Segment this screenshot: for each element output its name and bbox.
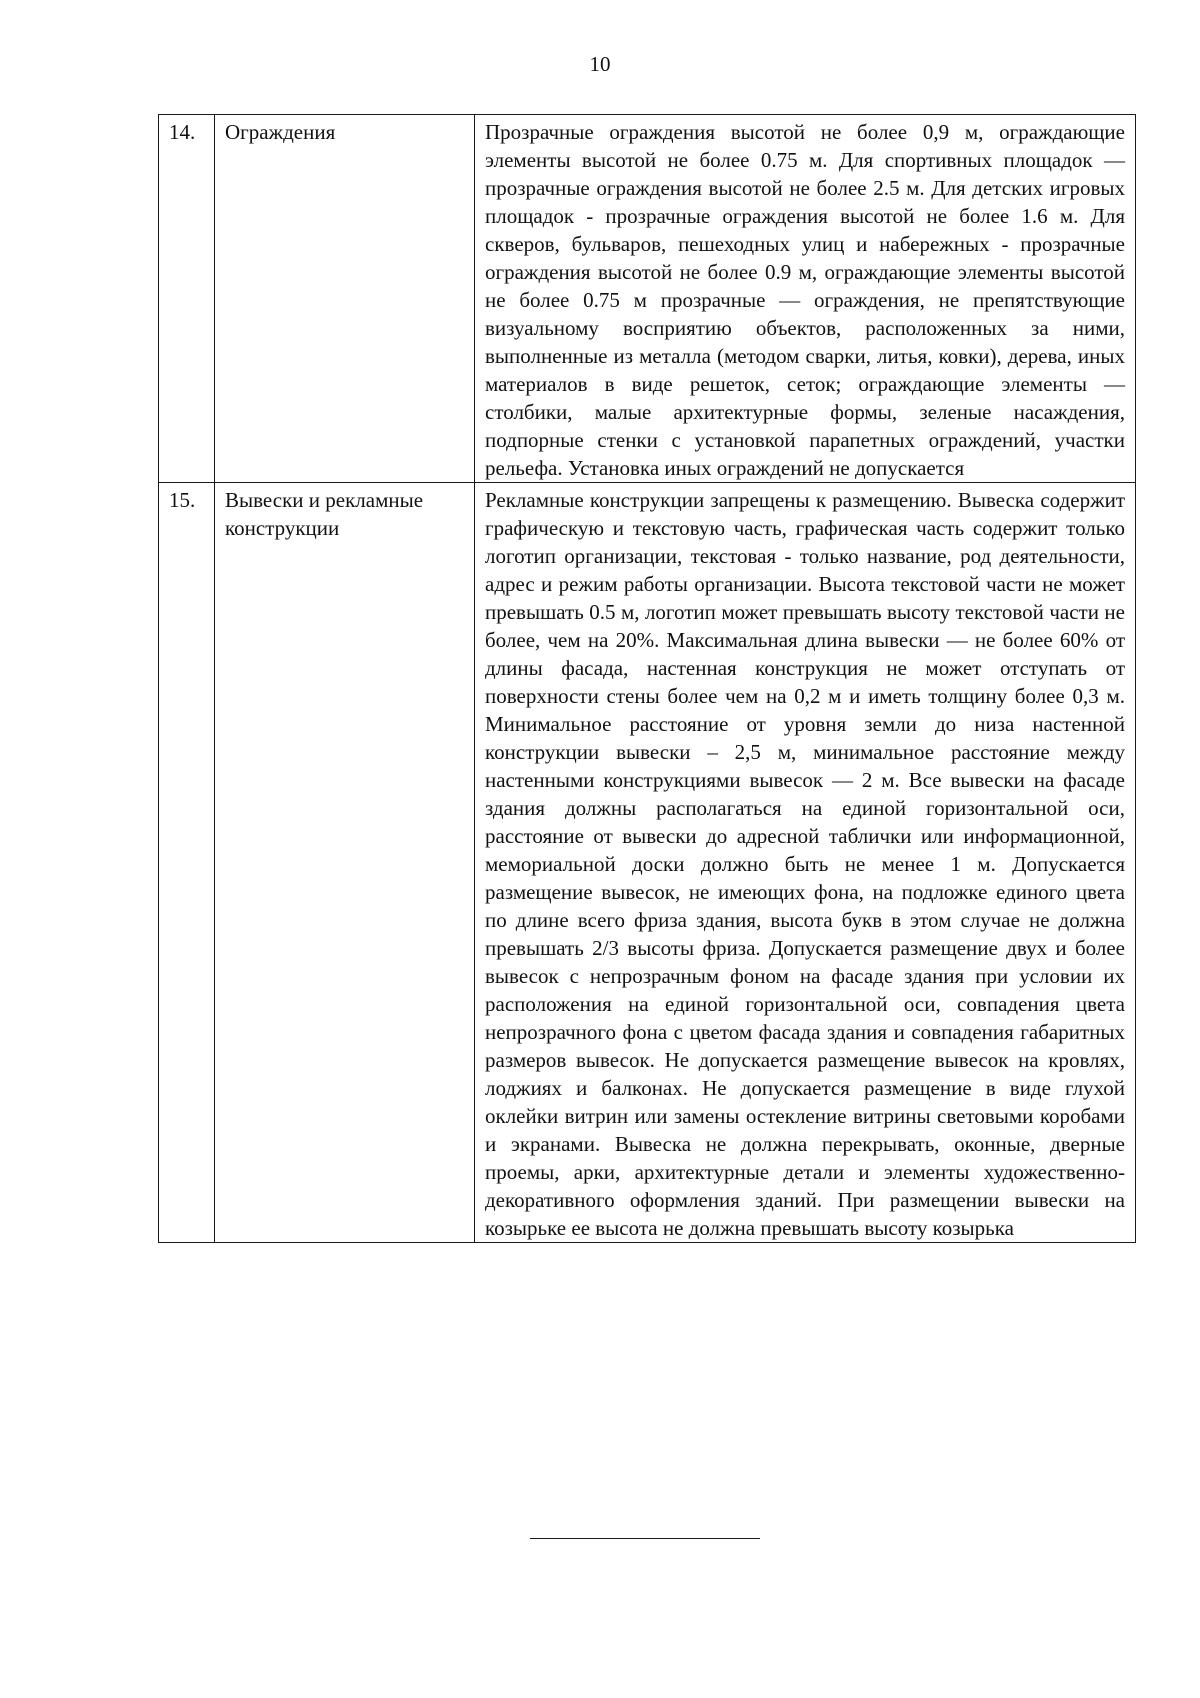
regulations-table: [158, 114, 1136, 1243]
row-number: 15.: [159, 483, 215, 1243]
row-element-name: Ограждения: [215, 115, 475, 483]
table-row: [159, 115, 1136, 483]
row-requirements-text: Рекламные конструкции запрещены к размещению. Вывеска содержит графическую и текстовую часть, графическая часть содержит только логотип организации, текстовая - только название, род деятельности, адрес и режим работы организации. Высота текстовой части не может превышать 0.5 м, логотип может превышать высоту текстовой части не более, чем на 20%. Максимальная длина вывески — не более 60% от длины фасада, настенная конструкция не может отступать от поверхности стены более чем на 0,2 м и иметь толщину более 0,3 м. Минимальное расстояние от уровня земли до низа настенной конструкции вывески – 2,5 м, минимальное расстояние между настенными конструкциями вывесок — 2 м. Все вывески на фасаде здания должны располагаться на единой горизонтальной оси, расстояние от вывески до адресной таблички или информационной, мемориальной доски должно быть не менее 1 м. Допускается размещение вывесок, не имеющих фона, на подложке единого цвета по длине всего фриза здания, высота букв в этом случае не должна превышать 2/3 высоты фриза. Допускается размещение двух и более вывесок с непрозрачным фоном на фасаде здания при условии их расположения на единой горизонтальной оси, совпадения цвета непрозрачного фона с цветом фасада здания и совпадения габаритных размеров вывесок. Не допускается размещение вывесок на кровлях, лоджиях и балконах. Не допускается размещение в виде глухой оклейки витрин или замены остекление витрины световыми коробами и экранами. Вывеска не должна перекрывать, оконные, дверные проемы, арки, архитектурные детали и элементы художественно-декоративного оформления зданий. При размещении вывески на козырьке ее высота не должна превышать высоту козырька: [475, 483, 1136, 1243]
row-number: 14.: [159, 115, 215, 483]
end-of-document-line: [530, 1538, 760, 1539]
row-requirements-text: Прозрачные ограждения высотой не более 0,9 м, ограждающие элементы высотой не более 0.75 м. Для спортивных площадок — прозрачные ограждения высотой не более 2.5 м. Для детских игровых площадок - прозрачные ограждения высотой не более 1.6 м. Для скверов, бульваров, пешеходных улиц и набережных - прозрачные ограждения высотой не более 0.9 м, ограждающие элементы высотой не более 0.75 м прозрачные — ограждения, не препятствующие визуальному восприятию объектов, расположенных за ними, выполненные из металла (методом сварки, литья, ковки), дерева, иных материалов в виде решеток, сеток; ограждающие элементы — столбики, малые архитектурные формы, зеленые насаждения, подпорные стенки с установкой парапетных ограждений, участки рельефа. Установка иных ограждений не допускается: [475, 115, 1136, 483]
row-element-name: Вывески и рекламные конструкции: [215, 483, 475, 1243]
page-number: 10: [589, 52, 611, 76]
table-row: [159, 483, 1136, 1243]
